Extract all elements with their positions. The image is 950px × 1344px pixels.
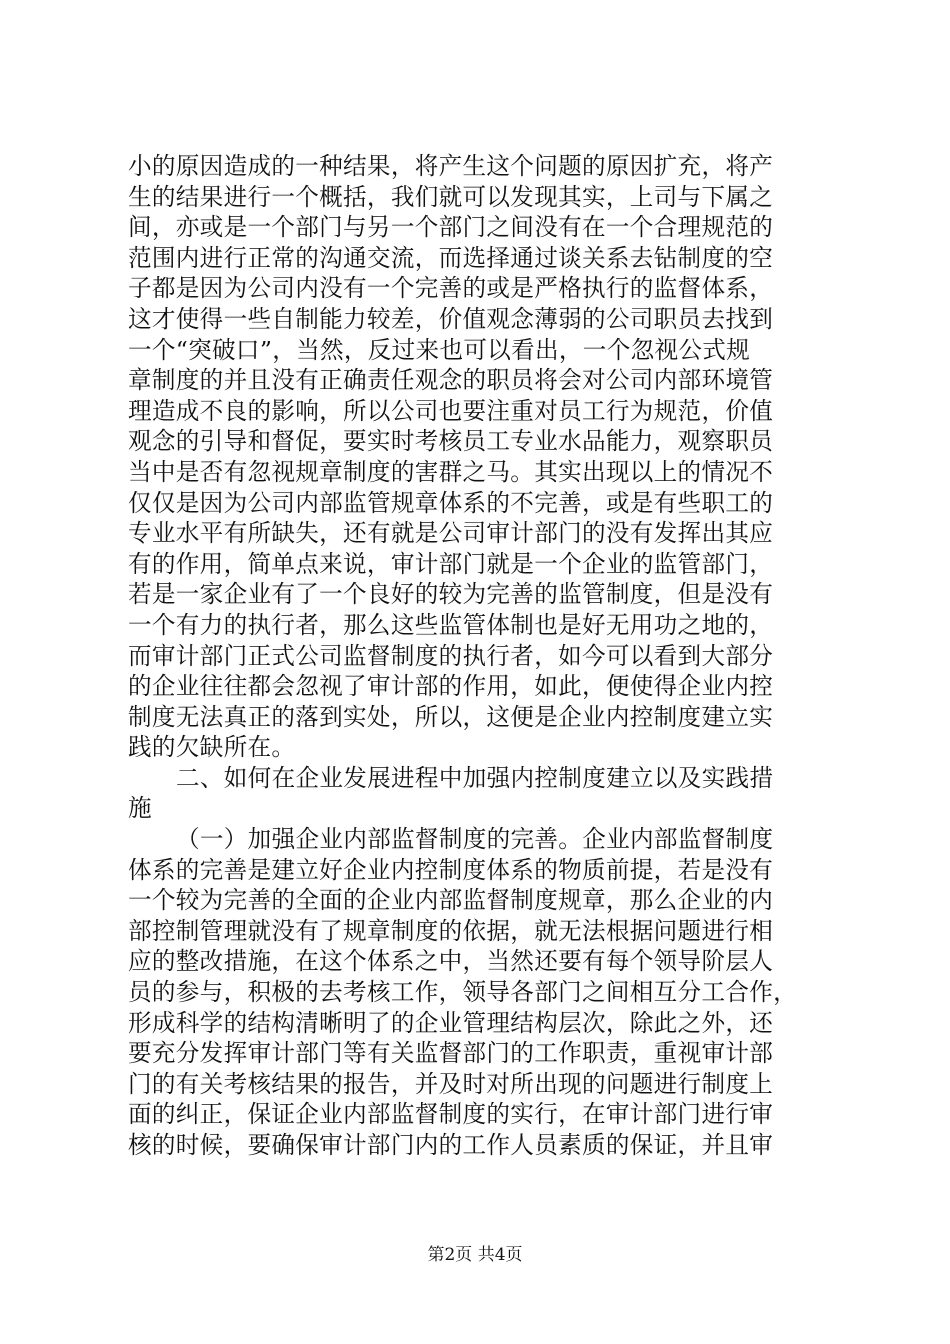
text-line: 子都是因为公司内没有一个完善的或是严格执行的监督体系，	[128, 274, 774, 303]
text-line: 小的原因造成的一种结果，将产生这个问题的原因扩充，将产	[128, 152, 774, 180]
text-line: 一个较为完善的全面的企业内部监督制度规章，那么企业的内	[128, 886, 774, 915]
text-line: 员的参与，积极的去考核工作，领导各部门之间相互分工合作，	[128, 978, 798, 1007]
text-line: 要充分发挥审计部门等有关监督部门的工作职责，重视审计部	[128, 1039, 774, 1068]
section-heading-line: 二、如何在企业发展进程中加强内控制度建立以及实践措	[176, 763, 774, 792]
text-line: 若是一家企业有了一个良好的较为完善的监管制度，但是没有	[128, 580, 774, 609]
text-line: 而审计部门正式公司监督制度的执行者，如今可以看到大部分	[128, 641, 774, 670]
text-line: 部控制管理就没有了规章制度的依据，就无法根据问题进行相	[128, 916, 774, 945]
text-line: 这才使得一些自制能力较差，价值观念薄弱的公司职员去找到	[128, 304, 774, 333]
subsection-heading-line: （一）加强企业内部监督制度的完善。企业内部监督制度	[176, 825, 774, 854]
text-line: 当中是否有忽视规章制度的害群之马。其实出现以上的情况不	[128, 457, 774, 486]
text-line: 体系的完善是建立好企业内控制度体系的物质前提，若是没有	[128, 855, 774, 884]
page-footer	[0, 1244, 950, 1266]
text-line: 间，亦或是一个部门与另一个部门之间没有在一个合理规范的	[128, 213, 774, 242]
text-line: 践的欠缺所在。	[128, 733, 296, 762]
text-line: 一个“突破口”，当然，反过来也可以看出，一个忽视公式规	[128, 335, 751, 364]
text-line: 的企业往往都会忽视了审计部的作用，如此，便使得企业内控	[128, 672, 774, 701]
text-line: 面的纠正，保证企业内部监督制度的实行，在审计部门进行审	[128, 1100, 774, 1129]
text-line: 仅仅是因为公司内部监管规章体系的不完善，或是有些职工的	[128, 488, 774, 517]
text-line: 形成科学的结构清晰明了的企业管理结构层次，除此之外，还	[128, 1008, 774, 1037]
text-line: 制度无法真正的落到实处，所以，这便是企业内控制度建立实	[128, 702, 774, 731]
text-line: 理造成不良的影响，所以公司也要注重对员工行为规范，价值	[128, 396, 774, 425]
document-body	[128, 151, 840, 1161]
section-heading-line: 施	[128, 794, 152, 823]
text-line: 生的结果进行一个概括，我们就可以发现其实，上司与下属之	[128, 182, 774, 211]
page-number: 第2页 共4页	[427, 1245, 523, 1265]
text-line: 核的时候，要确保审计部门内的工作人员素质的保证，并且审	[128, 1131, 774, 1159]
text-line: 应的整改措施，在这个体系之中，当然还要有每个领导阶层人	[128, 947, 774, 976]
text-line: 章制度的并且没有正确责任观念的职员将会对公司内部环境管	[128, 366, 774, 395]
text-line: 范围内进行正常的沟通交流，而选择通过谈关系去钻制度的空	[128, 243, 774, 272]
text-line: 门的有关考核结果的报告，并及时对所出现的问题进行制度上	[128, 1069, 774, 1098]
text-line: 一个有力的执行者，那么这些监管体制也是好无用功之地的，	[128, 610, 774, 639]
text-line: 观念的引导和督促，要实时考核员工专业水品能力，观察职员	[128, 427, 774, 456]
text-line: 专业水平有所缺失，还有就是公司审计部门的没有发挥出其应	[128, 519, 774, 548]
text-line: 有的作用，简单点来说，审计部门就是一个企业的监管部门，	[128, 549, 774, 578]
